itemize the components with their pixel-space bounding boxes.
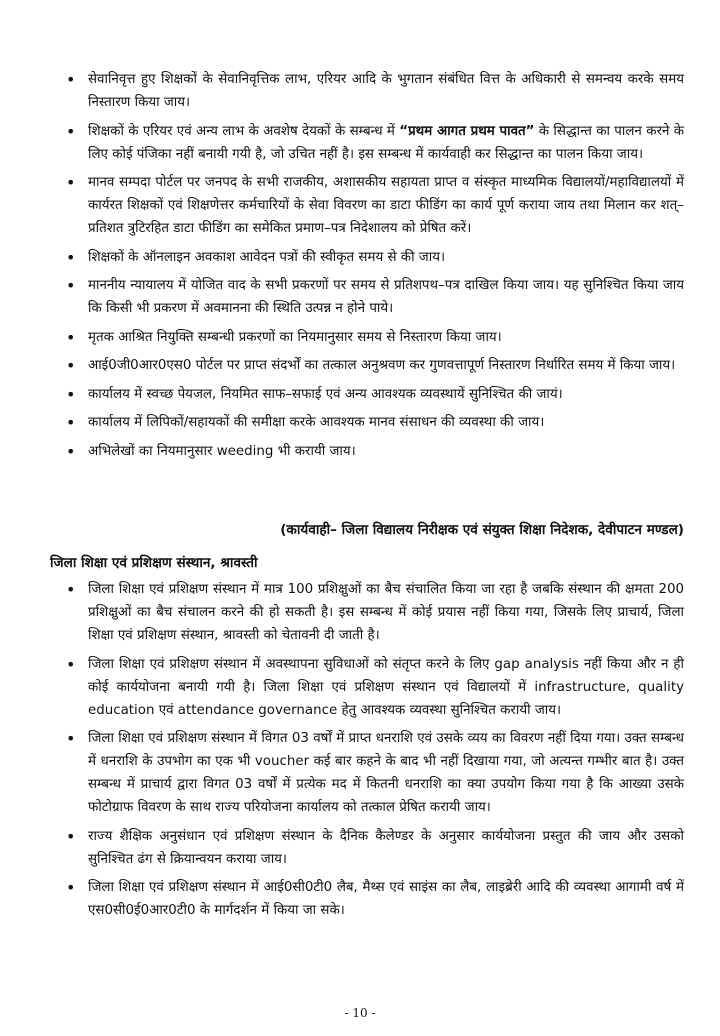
list-item: • कार्यालय में लिपिकों/सहायकों की समीक्षा करके आवश्यक मानव संसाधन की व्यवस्था की जाय। xyxy=(0,411,720,434)
list-item: • राज्य शैक्षिक अनुसंधान एवं प्रशिक्षण संस्थान के दैनिक कैलेण्डर के अनुसार कार्ययोजना प्रस्तुत की जाय और उसको सुनिश्चित ढंग से क्रियान्वयन कराया जाय। xyxy=(0,825,720,871)
instructions-list xyxy=(0,68,720,468)
section-heading: जिला शिक्षा एवं प्रशिक्षण संस्थान, श्रावस्ती xyxy=(50,555,258,571)
list-item-text-prefix: शिक्षकों के एरियर एवं अन्य लाभ के अवशेष देयकों के सम्बन्ध में xyxy=(88,123,400,139)
list-item: • जिला शिक्षा एवं प्रशिक्षण संस्थान में विगत 03 वर्षों में प्राप्त धनराशि एवं उसके व्यय का विवरण नहीं दिया गया। उक्त सम्बन्ध में धनराशि के उपभोग का एक भी voucher कई बार कहने के बाद भी नहीं दिखाया गया, जो अत्यन्त गम्भीर बात है। उक्त सम्बन्ध में प्राचार्य द्वारा विगत 03 वर्षों में प्रत्येक मद में कितनी धनराशि का क्या उपयोग किया गया है कि आख्या उसके फोटोग्राफ विवरण के साथ राज्य परियोजना कार्यालय को तत्काल प्रेषित करायी जाय। xyxy=(0,727,720,819)
list-item: • सेवानिवृत्त हुए शिक्षकों के सेवानिवृत्तिक लाभ, एरियर आदि के भुगतान संबंधित वित्त के अधिकारी से समन्वय करके समय निस्तारण किया जाय। xyxy=(0,68,720,114)
action-responsibility-line: (कार्यवाही– जिला विद्यालय निरीक्षक एवं संयुक्त शिक्षा निदेशक, देवीपाटन मण्डल) xyxy=(280,522,684,538)
diet-instructions-list xyxy=(0,578,720,928)
list-item-text-continuation: सिद्धान्त का पालन करने के लिए कोई पंजिका नहीं बनायी गयी है, जो उचित नहीं है। इस सम्बन्ध में कार्यवाही कर सिद्धान्त का पालन किया जाय। xyxy=(88,123,685,162)
list-item: • अभिलेखों का नियमानुसार weeding भी करायी जाय। xyxy=(0,440,720,463)
list-item: • शिक्षकों के ऑनलाइन अवकाश आवेदन पत्रों की स्वीकृत समय से की जाय। xyxy=(0,246,720,269)
list-item: • कार्यालय में स्वच्छ पेयजल, नियमित साफ–सफाई एवं अन्य आवश्यक व्यवस्थायें सुनिश्चित की जायं। xyxy=(0,383,720,406)
list-item: • जिला शिक्षा एवं प्रशिक्षण संस्थान में अवस्थापना सुविधाओं को संतृप्त करने के लिए gap analysis नहीं किया और न ही कोई कार्ययोजना बनायी गयी है। जिला शिक्षा एवं प्रशिक्षण संस्थान एवं विद्यालयों में infrastructure, quality education एवं attendance governance हेतु आवश्यक व्यवस्था सुनिश्चित करायी जाय। xyxy=(0,653,720,722)
list-item: • जिला शिक्षा एवं प्रशिक्षण संस्थान में आई0सी0टी0 लैब, मैथ्स एवं साइंस का लैब, लाइब्रेरी आदि की व्यवस्था आगामी वर्ष में एस0सी0ई0आर0टी0 के मार्गदर्शन में किया जा सके। xyxy=(0,876,720,922)
fifo-principle-phrase: “प्रथम आगत प्रथम पावत” xyxy=(399,123,535,139)
list-item: • माननीय न्यायालय में योजित वाद के सभी प्रकरणों पर समय से प्रतिशपथ–पत्र दाखिल किया जाय। यह सुनिश्चित किया जाय कि किसी भी प्रकरण में अवमानना की स्थिति उत्पन्न न होने पाये। xyxy=(0,274,720,320)
list-item: • जिला शिक्षा एवं प्रशिक्षण संस्थान में मात्र 100 प्रशिक्षुओं का बैच संचालित किया जा रहा है जबकि संस्थान की क्षमता 200 प्रशिक्षुओं का बैच संचालन करने की हो सकती है। इस सम्बन्ध में कोई प्रयास नहीं किया गया, जिसके लिए प्राचार्य, जिला शिक्षा एवं प्रशिक्षण संस्थान, श्रावस्ती को चेतावनी दी जाती है। xyxy=(0,578,720,647)
list-item: • मृतक आश्रित नियुक्ति सम्बन्धी प्रकरणों का नियमानुसार समय से निस्तारण किया जाय। xyxy=(0,326,720,349)
list-item: • आई0जी0आर0एस0 पोर्टल पर प्राप्त संदर्भों का तत्काल अनुश्रवण कर गुणवत्तापूर्ण निस्तारण निर्धारित समय में किया जाय। xyxy=(0,354,720,377)
list-item-text-suffix: के xyxy=(534,123,550,139)
list-item: • मानव सम्पदा पोर्टल पर जनपद के सभी राजकीय, अशासकीय सहायता प्राप्त व संस्कृत माध्यमिक विद्यालयों/महाविद्यालयों में कार्यरत शिक्षकों एवं शिक्षणेत्तर कर्मचारियों के सेवा विवरण का डाटा फीडिंग का कार्य पूर्ण कराया जाय तथा मिलान कर शत्–प्रतिशत त्रुटिरहित डाटा फीडिंग का समेकित प्रमाण–पत्र निदेशालय को प्रेषित करें। xyxy=(0,171,720,240)
page-number: - 10 - xyxy=(344,1006,376,1020)
list-item xyxy=(0,120,720,166)
